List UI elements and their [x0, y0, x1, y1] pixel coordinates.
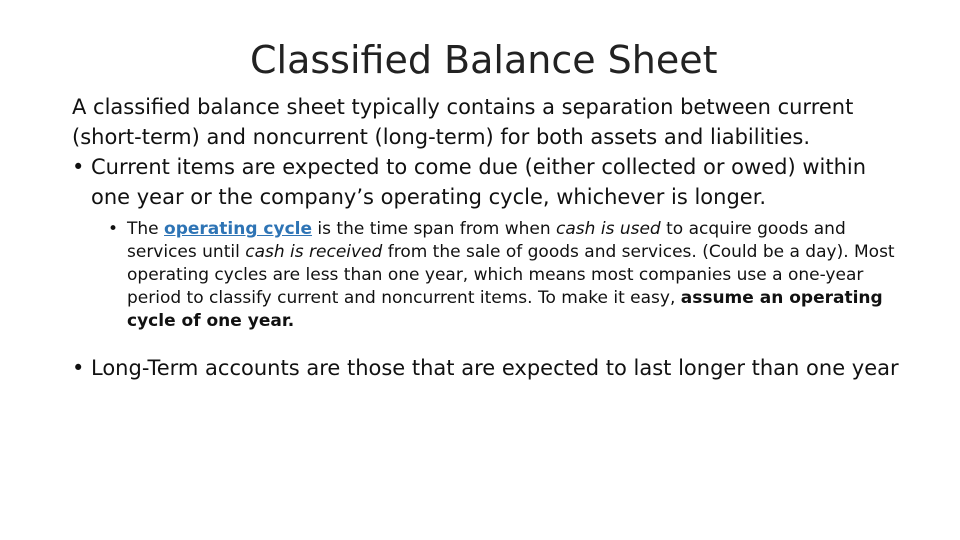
sub-bullet-text-2: is the time span from when: [312, 219, 557, 239]
cash-is-received-emphasis: cash is received: [245, 242, 383, 262]
slide-title: Classified Balance Sheet: [250, 38, 718, 82]
bullet-current-items-text: Current items are expected to come due (either collected or owed) within one year or the company’s operating cycle, whichever is longer.: [91, 155, 867, 209]
bullet-current-items: [72, 152, 902, 212]
sub-bullet-text-3: to acquire goods and services until: [127, 219, 846, 262]
bullet-icon: •: [108, 219, 119, 239]
bullet-long-term-accounts: [72, 353, 902, 383]
bullet-icon: •: [72, 155, 85, 179]
bullet-icon: •: [72, 356, 85, 380]
operating-cycle-link[interactable]: operating cycle: [164, 219, 313, 239]
sub-bullet-text-1: The: [127, 219, 165, 239]
operating-cycle-assumption: assume an operating cycle of one year.: [127, 288, 883, 331]
bullet-long-term-text: Long-Term accounts are those that are expected to last longer than one year: [91, 356, 899, 380]
sub-bullet-text-4: from the sale of goods and services. (Could be a day). Most operating cycles are less than one year, which means most companies use a one-year period to classify current and noncurrent items. To make it easy,: [127, 242, 895, 308]
intro-paragraph: A classified balance sheet typically contains a separation between current (short-term) and noncurrent (long-term) for both assets and liabilities.: [72, 95, 854, 149]
cash-is-used-emphasis: cash is used: [556, 219, 661, 239]
slide-body: [72, 92, 902, 383]
sub-bullet-operating-cycle: [108, 218, 902, 333]
